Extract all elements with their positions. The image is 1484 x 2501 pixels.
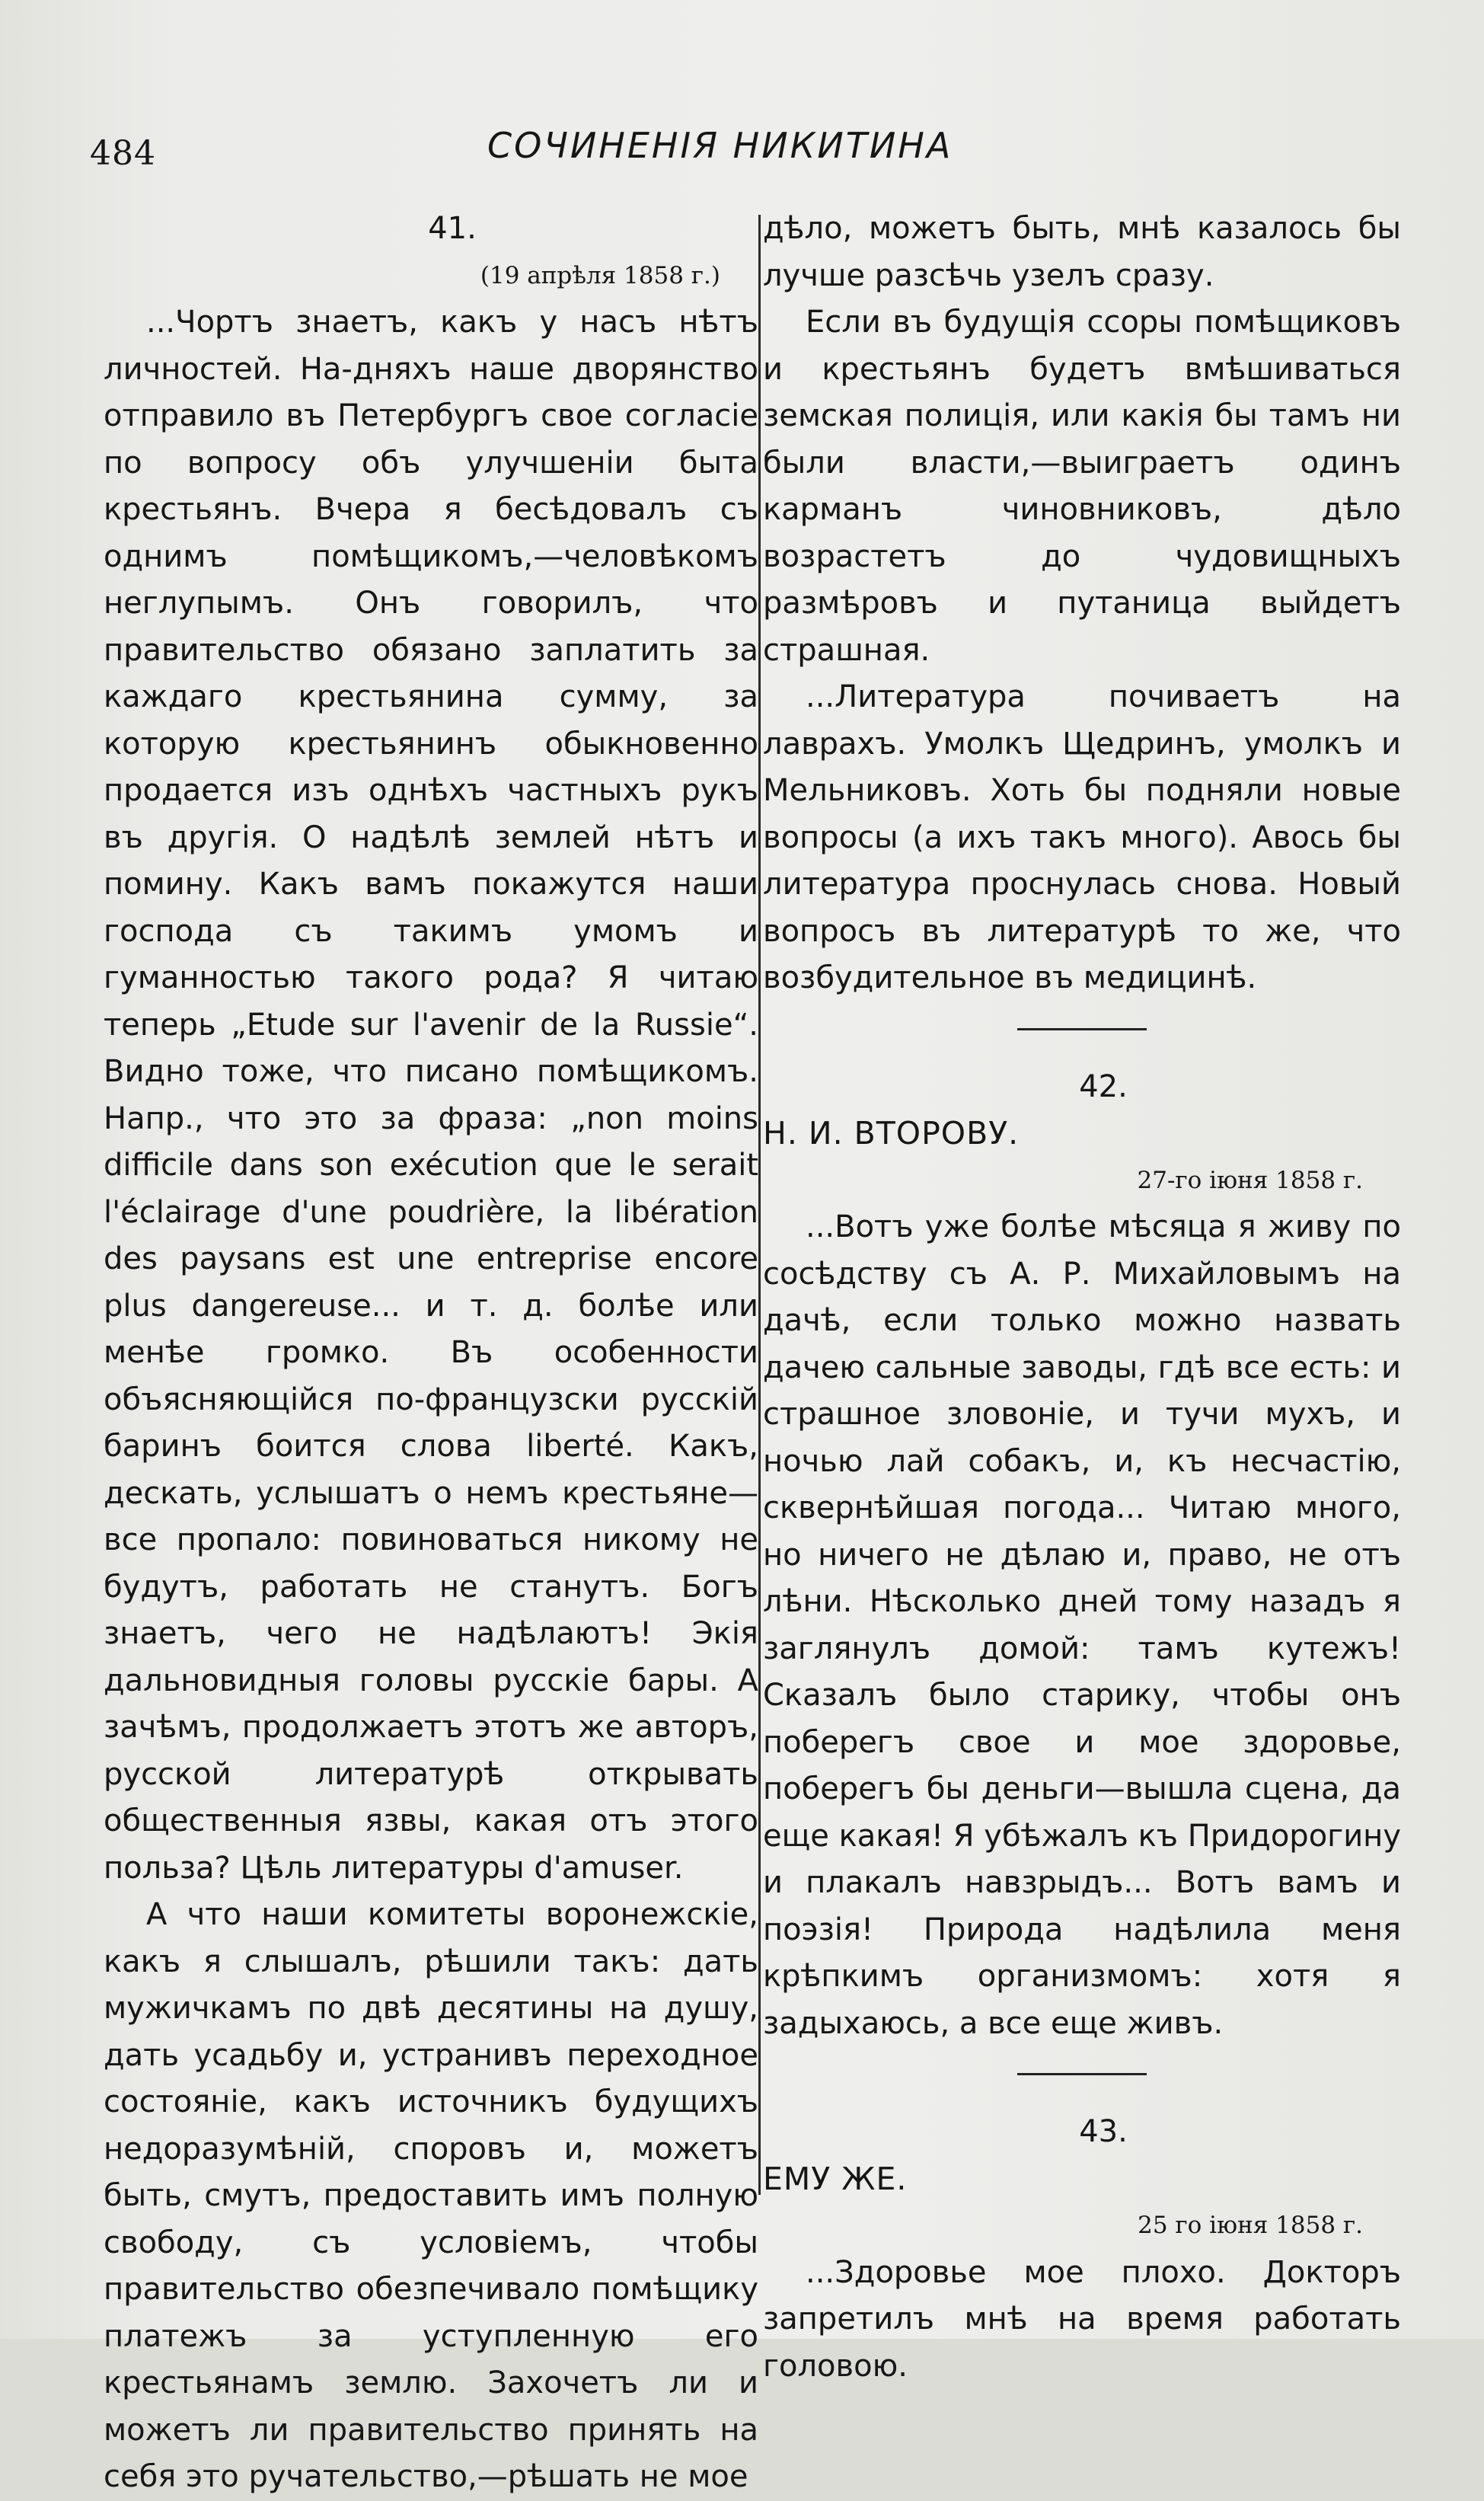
letter-41-continuation: дѣло, можетъ быть, мнѣ казалось бы лучше разсѣчь узелъ сразу. (763, 211, 1401, 293)
letter-41-paragraph-3: Если въ будущія ссоры помѣщиковъ и крестьянъ будетъ вмѣшиваться земская полиція, или какія бы тамъ ни были власти,—выиграетъ одинъ карманъ чиновниковъ, дѣло возрастетъ до чудовищныхъ размѣровъ и путаница выйдетъ страшная. (763, 305, 1401, 668)
section-separator (1017, 1028, 1147, 1030)
column-divider (758, 215, 761, 2195)
letter-43-date: 25 го іюня 1858 г. (1138, 2212, 1363, 2239)
section-separator (1017, 2073, 1147, 2075)
running-title: СОЧИНЕНІЯ НИКИТИНА (487, 125, 953, 166)
letter-41-number: 41. (428, 211, 477, 246)
letter-42-addressee: Н. И. ВТОРОВУ. (763, 1115, 1020, 1151)
page-number: 484 (90, 134, 156, 173)
letter-41-paragraph-2: А что наши комитеты воронежскіе, какъ я слышалъ, рѣшили такъ: дать мужичкамъ по двѣ десятины на душу, дать усадьбу и, устранивъ переходное состояніе, какъ источникъ будущихъ недоразумѣній, споровъ и, можетъ быть, смутъ, предоставить имъ полную свободу, съ условіемъ, чтобы правительство обезпечивало помѣщику платежъ за уступленную его крестьянамъ землю. Захочетъ ли и можетъ ли правительство принять на себя это ручательство,—рѣшать не мое (104, 1897, 758, 2494)
letter-41-date: (19 апрѣля 1858 г.) (480, 261, 720, 289)
letter-42-text: ...Вотъ уже болѣе мѣсяца я живу по сосѣдству съ А. Р. Михайловымъ на дачѣ, если только можно назвать дачею сальные заводы, гдѣ все есть: и страшное зловоніе, и тучи мухъ, и ночью лай собакъ, и, къ несчастію, сквернѣйшая погода... Читаю много, но ничего не дѣлаю и, право, не отъ лѣни. Нѣсколько дней тому назадъ я заглянулъ домой: тамъ кутежъ! Сказалъ было старику, чтобы онъ поберегъ свое и мое здоровье, поберегъ бы деньги—вышла сцена, да еще какая! Я убѣжалъ къ Придорогину и плакалъ навзрыдъ... Вотъ вамъ и поэзія! Природа надѣлила меня крѣпкимъ организмомъ: хотя я задыхаюсь, а все еще живъ. (763, 1209, 1402, 2041)
left-column (104, 206, 758, 2501)
letter-41-paragraph-1: ...Чортъ знаетъ, какъ у насъ нѣтъ личностей. На-дняхъ наше дворянство отправило въ Петербургъ свое согласіе по вопросу объ улучшеніи быта крестьянъ. Вчера я бесѣдовалъ съ однимъ помѣщикомъ,—человѣкомъ неглупымъ. Онъ говорилъ, что правительство обязано заплатить за каждаго крестьянина сумму, за которую крестьянинъ обыкновенно продается изъ однѣхъ частныхъ рукъ въ другія. О надѣлѣ землей нѣтъ и помину. Какъ вамъ покажутся наши господа съ такимъ умомъ и гуманностью такого рода? Я читаю теперь „Etude sur l'avenir de la Russie“. Видно тоже, что писано помѣщикомъ. Напр., что это за фраза: „non moins difficile dans son exécution que le serait l'éclairage d'une poudrière, la libération des paysans est une entreprise encore plus dangereuse... и т. д. болѣе или менѣе громко. Въ особенности объясняющійся по-французски русскій баринъ боится слова liberté. Какъ, дескать, услышатъ о немъ крестьяне—все пропало: повиноваться никому не будутъ, работать не станутъ. Богъ знаетъ, чего не надѣлаютъ! Экія дальновидныя головы русскіе бары. А зачѣмъ, продолжаетъ этотъ же авторъ, русской литературѣ открывать общественныя язвы, какая отъ этого польза? Цѣль литературы d'amuser. (104, 305, 758, 1886)
letter-43-addressee: ЕМУ ЖЕ. (763, 2160, 908, 2197)
letter-41-paragraph-4: ...Литература почиваетъ на лаврахъ. Умолкъ Щедринъ, умолкъ и Мельниковъ. Хоть бы подняли новые вопросы (а ихъ такъ много). Авось бы литература проснулась снова. Новый вопросъ въ литературѣ то же, что возбудительное въ медицинѣ. (763, 679, 1401, 995)
letter-42-date: 27-го іюня 1858 г. (1137, 1166, 1363, 1194)
letter-43-number: 43. (1079, 2114, 1128, 2149)
letter-42-number: 42. (1079, 1068, 1128, 1104)
letter-43-text: ...Здоровье мое плохо. Докторъ запретилъ мнѣ на время работать головою. (763, 2254, 1401, 2384)
right-column (763, 206, 1401, 2390)
